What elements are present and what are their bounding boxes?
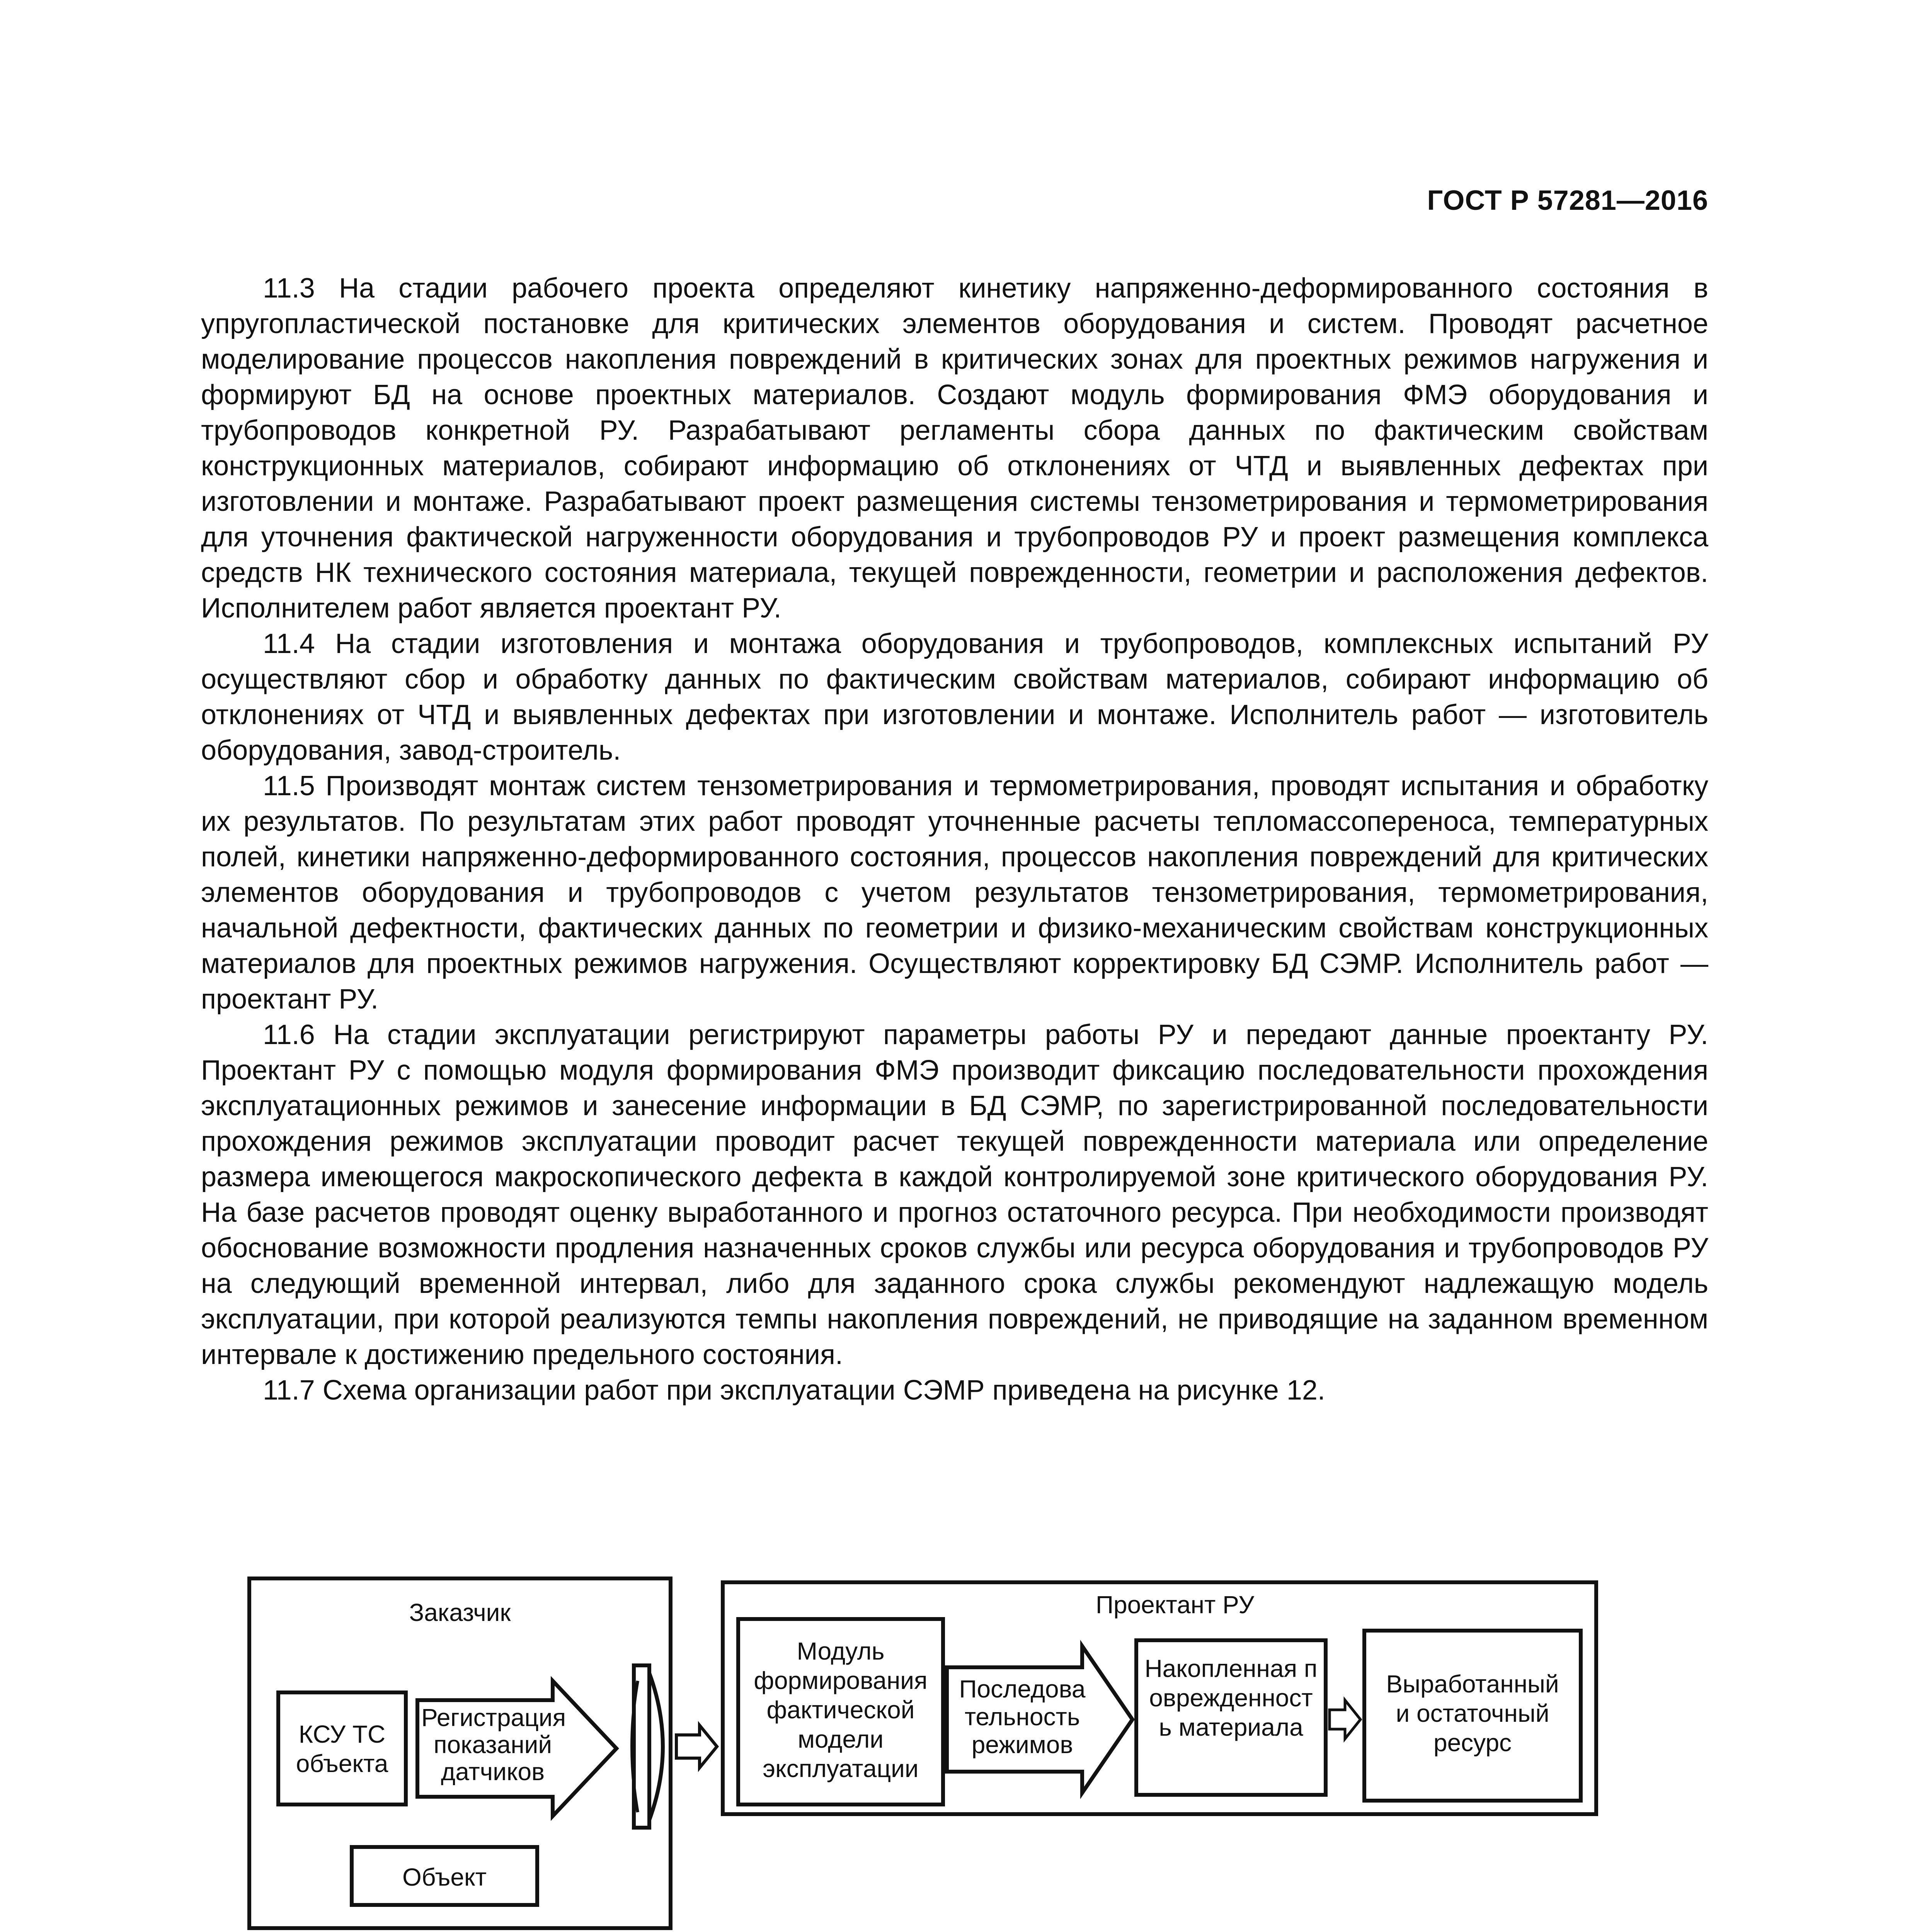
sequence-label: Последовательность режимов xyxy=(959,1675,1086,1759)
document-header: ГОСТ Р 57281—2016 xyxy=(1427,185,1708,216)
module-label: Модуль формирования фактической модели эксплуатации xyxy=(754,1637,928,1782)
damage-to-resource-arrow xyxy=(1330,1700,1360,1739)
object-label: Объект xyxy=(402,1863,487,1891)
body-text xyxy=(201,270,1708,1408)
sensor-symbol-curve xyxy=(649,1673,663,1820)
paragraph-11-5: 11.5 Производят монтаж систем тензометрирования и термометрирования, проводят испытания и обработку их результатов. По результатам этих работ проводят уточненные расчеты тепломассопереноса, температурных полей, кинетики напряженно-деформированного состояния, процессов накопления повреждений для критических элементов оборудования и трубопроводов с учетом результатов тензометрирования, термометрирования, начальной дефектности, фактических данных по геометрии и физико-механическим свойствам конструкционных материалов для проектных режимов нагружения. Осуществляют корректировку БД СЭМР. Исполнитель работ — проектант РУ. xyxy=(201,770,1708,1015)
damage-label: Накопленная поврежденность материала xyxy=(1144,1655,1318,1741)
customer-label: Заказчик xyxy=(409,1599,511,1626)
designer-label: Проектант РУ xyxy=(1095,1591,1255,1619)
ksu-label: КСУ ТС объекта xyxy=(296,1720,388,1777)
paragraph-11-6: 11.6 На стадии эксплуатации регистрируют параметры работы РУ и передают данные проектанту РУ. Проектант РУ с помощью модуля формирования ФМЭ производит фиксацию последовательности прохождения эксплуатационных режимов и занесение информации в БД СЭМР, по зарегистрированной последовательности прохождения режимов эксплуатации проводит расчет текущей поврежденности материала или определение размера имеющегося макроскопического дефекта в каждой контролируемой зоне критического оборудования РУ. На базе расчетов проводят оценку выработанного и прогноз остаточного ресурса. При необходимости производят обоснование возможности продления назначенных сроков службы или ресурса оборудования и трубопроводов РУ на следующий временной интервал, либо для заданного срока службы рекомендуют надлежащую модель эксплуатации, при которой реализуются темпы накопления повреждений, не приводящие на заданном временном интервале к достижению предельного состояния. xyxy=(201,1019,1708,1370)
registration-label: Регистрация показаний датчиков xyxy=(421,1704,566,1786)
paragraph-11-7: 11.7 Схема организации работ при эксплуатации СЭМР приведена на рисунке 12. xyxy=(263,1375,1325,1406)
paragraph-11-3: 11.3 На стадии рабочего проекта определяют кинетику напряженно-деформированного состояния в упругопластической постановке для критических элементов оборудования и систем. Проводят расчетное моделирование процессов накопления повреждений в критических зонах для проектных режимов нагружения и формируют БД на основе проектных материалов. Создают модуль формирования ФМЭ оборудования и трубопроводов конкретной РУ. Разрабатывают регламенты сбора данных по фактическим свойствам конструкционных материалов, собирают информацию об отклонениях от ЧТД и выявленных дефектах при изготовлении и монтаже. Разрабатывают проект размещения системы тензометрирования и термометрирования для уточнения фактической нагруженности оборудования и трубопроводов РУ и проект размещения комплекса средств НК технического состояния материала, текущей поврежденности, геометрии и расположения дефектов. Исполнителем работ является проектант РУ. xyxy=(201,273,1708,624)
resource-label: Выработанный и остаточный ресурс xyxy=(1386,1670,1559,1757)
connector-arrow xyxy=(676,1725,717,1768)
figure-12-diagram xyxy=(247,1577,1600,1932)
paragraph-11-4: 11.4 На стадии изготовления и монтажа оборудования и трубопроводов, комплексных испытаний РУ осуществляют сбор и обработку данных по фактическим свойствам материалов, собирают информацию об отклонениях от ЧТД и выявленных дефектах при изготовлении и монтаже. Исполнитель работ — изготовитель оборудования, завод-строитель. xyxy=(201,628,1708,766)
